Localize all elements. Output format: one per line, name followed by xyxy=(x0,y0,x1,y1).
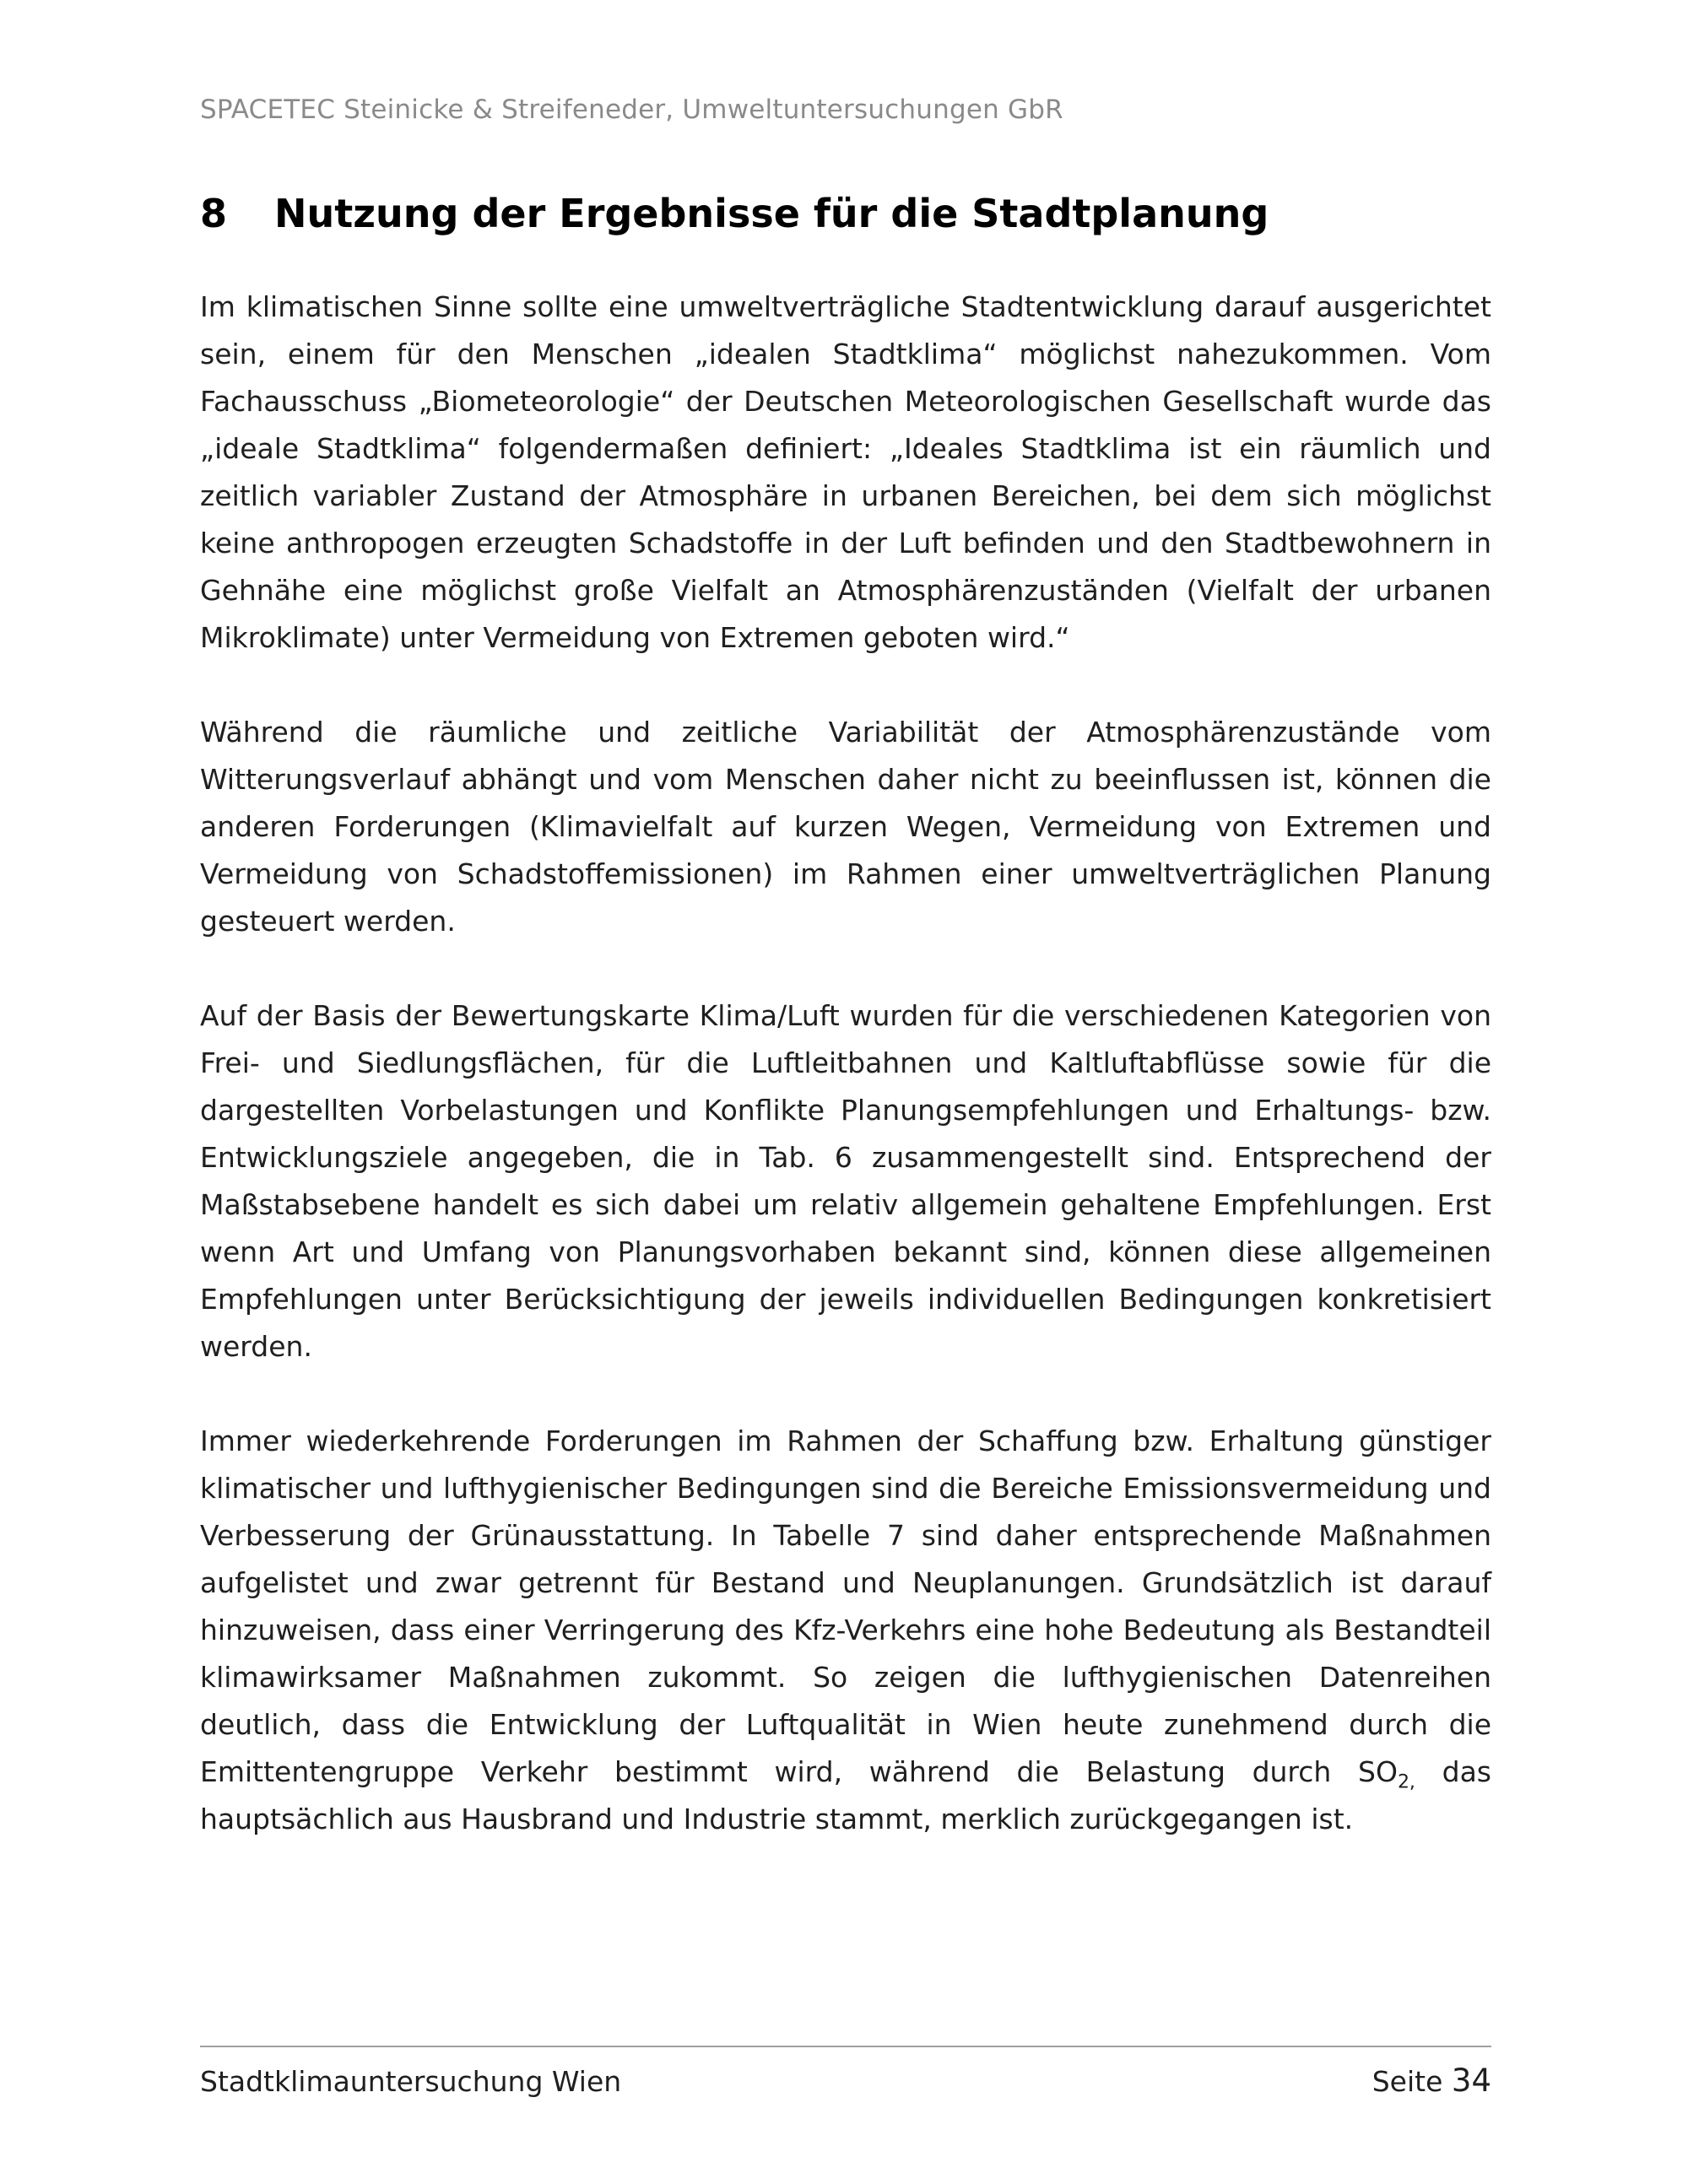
paragraph: Im klimatischen Sinne sollte eine umweltverträgliche Stadtentwicklung darauf ausgerichtet sein, einem für den Menschen „idealen Stadtklima“ möglichst nahezukommen. Vom Fachausschuss „Biometeorologie“ der Deutschen Meteorologischen Gesellschaft wurde das „ideale Stadtklima“ folgendermaßen definiert: „Ideales Stadtklima ist ein räumlich und zeitlich variabler Zustand der Atmosphäre in urbanen Bereichen, bei dem sich möglichst keine anthropogen erzeugten Schadstoffe in der Luft befinden und den Stadtbewohnern in Gehnähe eine möglichst große Vielfalt an Atmosphärenzuständen (Vielfalt der urbanen Mikroklimate) unter Vermeidung von Extremen geboten wird.“ xyxy=(200,290,1491,654)
chapter-title: Nutzung der Ergebnisse für die Stadtplanung xyxy=(274,191,1269,236)
subscript: 2, xyxy=(1397,1771,1415,1793)
page-footer xyxy=(200,2046,1491,2099)
chapter-heading xyxy=(200,191,1491,236)
page-indicator xyxy=(1372,2062,1491,2099)
paragraph: Während die räumliche und zeitliche Variabilität der Atmosphärenzustände vom Witterungsverlauf abhängt und vom Menschen daher nicht zu beeinflussen ist, können die anderen Forderungen (Klimavielfalt auf kurzen Wegen, Vermeidung von Extremen und Vermeidung von Schadstoffemissionen) im Rahmen einer umweltverträglichen Planung gesteuert werden. xyxy=(200,716,1491,938)
page-label: Seite xyxy=(1372,2065,1443,2098)
body-text xyxy=(200,284,1491,1890)
page-header: SPACETEC Steinicke & Streifeneder, Umweltuntersuchungen GbR xyxy=(200,95,1063,125)
paragraph-text: das hauptsächlich aus Hausbrand und Industrie stammt, merklich zurückgegangen ist. xyxy=(200,1755,1491,1835)
footer-title: Stadtklimauntersuchung Wien xyxy=(200,2065,622,2098)
paragraph-text: Immer wiederkehrende Forderungen im Rahmen der Schaffung bzw. Erhaltung günstiger klimatischer und lufthygienischer Bedingungen sind die Bereiche Emissionsvermeidung und Verbesserung der Grünausstattung. In Tabelle 7 sind daher entsprechende Maßnahmen aufgelistet und zwar getrennt für Bestand und Neuplanungen. Grundsätzlich ist darauf hinzuweisen, dass einer Verringerung des Kfz-Verkehrs eine hohe Bedeutung als Bestandteil klimawirksamer Maßnahmen zukommt. So zeigen die lufthygienischen Datenreihen deutlich, dass die Entwicklung der Luftqualität in Wien heute zunehmend durch die Emittentengruppe Verkehr bestimmt wird, während die Belastung durch SO xyxy=(200,1424,1491,1788)
chapter-number: 8 xyxy=(200,191,228,236)
page-number: 34 xyxy=(1451,2062,1491,2099)
paragraph: Auf der Basis der Bewertungskarte Klima/Luft wurden für die verschiedenen Kategorien von Frei- und Siedlungsflächen, für die Luftleitbahnen und Kaltluftabflüsse sowie für die dargestellten Vorbelastungen und Konflikte Planungsempfehlungen und Erhaltungs- bzw. Entwicklungsziele angegeben, die in Tab. 6 zusammengestellt sind. Entsprechend der Maßstabsebene handelt es sich dabei um relativ allgemein gehaltene Empfehlungen. Erst wenn Art und Umfang von Planungsvorhaben bekannt sind, können diese allgemeinen Empfehlungen unter Berücksichtigung der jeweils individuellen Bedingungen konkretisiert werden. xyxy=(200,999,1491,1363)
paragraph xyxy=(200,1418,1491,1843)
